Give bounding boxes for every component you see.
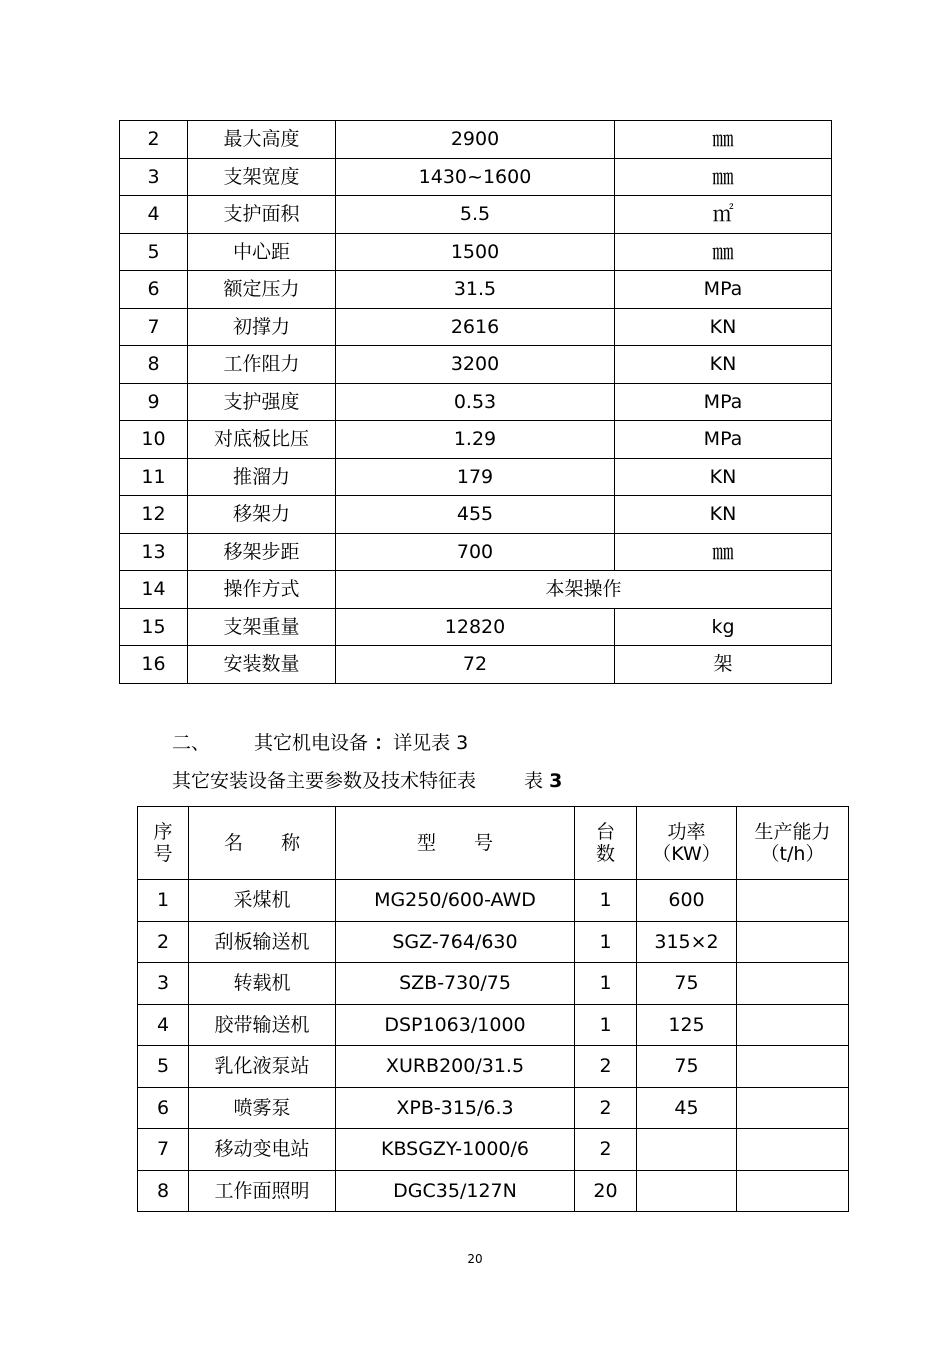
row-number: 3 <box>138 963 189 1005</box>
equipment-count: 1 <box>575 921 637 963</box>
parameter-unit: MPa <box>615 271 832 309</box>
equipment-model: MG250/600-AWD <box>336 880 575 922</box>
row-number: 11 <box>120 458 188 496</box>
parameter-name: 工作阻力 <box>188 346 336 384</box>
equipment-capacity <box>737 1170 849 1212</box>
section-colon: ： <box>374 732 394 754</box>
parameter-unit: MPa <box>615 421 832 459</box>
equipment-model: DGC35/127N <box>336 1170 575 1212</box>
table-row <box>120 608 832 646</box>
table-row <box>120 421 832 459</box>
table-row <box>120 271 832 309</box>
table-row <box>120 121 832 159</box>
equipment-name: 转载机 <box>189 963 336 1005</box>
table-row <box>138 1004 849 1046</box>
parameter-value: 12820 <box>336 608 615 646</box>
table-row <box>120 533 832 571</box>
equipment-count: 2 <box>575 1129 637 1171</box>
table-row <box>138 1170 849 1212</box>
table-row <box>120 233 832 271</box>
equipment-count: 2 <box>575 1087 637 1129</box>
parameter-unit: ㎜ <box>615 233 832 271</box>
row-number: 7 <box>138 1129 189 1171</box>
equipment-count: 1 <box>575 880 637 922</box>
row-number: 2 <box>120 121 188 159</box>
parameter-name: 支架宽度 <box>188 158 336 196</box>
table-row <box>120 308 832 346</box>
row-number: 6 <box>138 1087 189 1129</box>
header-model: 型 号 <box>336 807 575 880</box>
header-power: 功率 （KW） <box>637 807 737 880</box>
parameter-unit: KN <box>615 496 832 534</box>
parameter-value: 72 <box>336 646 615 684</box>
row-number: 3 <box>120 158 188 196</box>
table-row <box>138 1129 849 1171</box>
equipment-count: 1 <box>575 1004 637 1046</box>
equipment-name: 刮板输送机 <box>189 921 336 963</box>
parameter-name: 推溜力 <box>188 458 336 496</box>
caption-label: 表 <box>524 770 544 792</box>
header-no: 序 号 <box>138 807 189 880</box>
parameter-name: 支护强度 <box>188 383 336 421</box>
caption-text: 其它安装设备主要参数及技术特征表 <box>172 770 477 792</box>
row-number: 7 <box>120 308 188 346</box>
row-number: 4 <box>120 196 188 234</box>
parameter-unit: KN <box>615 346 832 384</box>
equipment-capacity <box>737 921 849 963</box>
row-number: 1 <box>138 880 189 922</box>
equipment-capacity <box>737 1087 849 1129</box>
parameter-unit: 架 <box>615 646 832 684</box>
table-header-row <box>138 807 849 880</box>
page-number: 20 <box>467 1252 483 1266</box>
equipment-model: XPB-315/6.3 <box>336 1087 575 1129</box>
row-number: 8 <box>138 1170 189 1212</box>
equipment-table <box>137 806 849 1212</box>
parameter-unit: ㎡ <box>615 196 832 234</box>
parameter-name: 移架步距 <box>188 533 336 571</box>
row-number: 2 <box>138 921 189 963</box>
row-number: 12 <box>120 496 188 534</box>
table-row <box>120 571 832 609</box>
equipment-model: SGZ-764/630 <box>336 921 575 963</box>
table-row <box>120 383 832 421</box>
parameter-value: 1430~1600 <box>336 158 615 196</box>
parameter-value: 1.29 <box>336 421 615 459</box>
row-number: 13 <box>120 533 188 571</box>
equipment-model: XURB200/31.5 <box>336 1046 575 1088</box>
equipment-name: 移动变电站 <box>189 1129 336 1171</box>
parameter-value: 455 <box>336 496 615 534</box>
equipment-name: 胶带输送机 <box>189 1004 336 1046</box>
equipment-power: 75 <box>637 963 737 1005</box>
table-row <box>138 921 849 963</box>
equipment-name: 采煤机 <box>189 880 336 922</box>
parameter-value: 本架操作 <box>336 571 832 609</box>
table-row <box>138 880 849 922</box>
parameter-value: 31.5 <box>336 271 615 309</box>
equipment-power: 45 <box>637 1087 737 1129</box>
equipment-name: 喷雾泵 <box>189 1087 336 1129</box>
section-number: 二、 <box>172 732 211 754</box>
row-number: 4 <box>138 1004 189 1046</box>
equipment-name: 乳化液泵站 <box>189 1046 336 1088</box>
equipment-capacity <box>737 1046 849 1088</box>
equipment-power <box>637 1129 737 1171</box>
equipment-power <box>637 1170 737 1212</box>
parameter-value: 1500 <box>336 233 615 271</box>
row-number: 9 <box>120 383 188 421</box>
parameter-name: 额定压力 <box>188 271 336 309</box>
equipment-power: 125 <box>637 1004 737 1046</box>
equipment-model: KBSGZY-1000/6 <box>336 1129 575 1171</box>
row-number: 6 <box>120 271 188 309</box>
table-row <box>120 458 832 496</box>
parameter-value: 5.5 <box>336 196 615 234</box>
parameter-name: 中心距 <box>188 233 336 271</box>
equipment-count: 1 <box>575 963 637 1005</box>
parameter-value: 700 <box>336 533 615 571</box>
parameter-value: 0.53 <box>336 383 615 421</box>
parameter-value: 2900 <box>336 121 615 159</box>
row-number: 8 <box>120 346 188 384</box>
row-number: 5 <box>138 1046 189 1088</box>
row-number: 14 <box>120 571 188 609</box>
equipment-capacity <box>737 880 849 922</box>
equipment-power: 600 <box>637 880 737 922</box>
parameter-name: 最大高度 <box>188 121 336 159</box>
table-row <box>120 346 832 384</box>
equipment-capacity <box>737 963 849 1005</box>
section-title: 其它机电设备 <box>254 732 369 754</box>
section-ref: 详见表 3 <box>393 732 469 754</box>
equipment-model: SZB-730/75 <box>336 963 575 1005</box>
row-number: 15 <box>120 608 188 646</box>
table-row <box>138 963 849 1005</box>
table-row <box>138 1087 849 1129</box>
header-count: 台 数 <box>575 807 637 880</box>
table-row <box>120 496 832 534</box>
parameter-name: 支架重量 <box>188 608 336 646</box>
equipment-count: 20 <box>575 1170 637 1212</box>
parameter-name: 对底板比压 <box>188 421 336 459</box>
parameter-name: 安装数量 <box>188 646 336 684</box>
parameter-name: 移架力 <box>188 496 336 534</box>
table-row <box>120 646 832 684</box>
row-number: 10 <box>120 421 188 459</box>
equipment-capacity <box>737 1129 849 1171</box>
parameter-unit: KN <box>615 458 832 496</box>
equipment-count: 2 <box>575 1046 637 1088</box>
equipment-power: 315×2 <box>637 921 737 963</box>
parameter-value: 179 <box>336 458 615 496</box>
equipment-capacity <box>737 1004 849 1046</box>
parameter-name: 操作方式 <box>188 571 336 609</box>
support-parameters-table <box>119 120 832 684</box>
parameter-unit: ㎜ <box>615 121 832 159</box>
equipment-name: 工作面照明 <box>189 1170 336 1212</box>
equipment-power: 75 <box>637 1046 737 1088</box>
parameter-name: 初撑力 <box>188 308 336 346</box>
parameter-name: 支护面积 <box>188 196 336 234</box>
table-row <box>120 158 832 196</box>
table-row <box>138 1046 849 1088</box>
header-name: 名 称 <box>189 807 336 880</box>
row-number: 5 <box>120 233 188 271</box>
parameter-value: 3200 <box>336 346 615 384</box>
parameter-unit: KN <box>615 308 832 346</box>
parameter-unit: ㎜ <box>615 533 832 571</box>
section-heading <box>172 728 468 755</box>
table-row <box>120 196 832 234</box>
caption-number: 3 <box>549 770 563 792</box>
header-capacity: 生产能力 （t/h） <box>737 807 849 880</box>
parameter-unit: MPa <box>615 383 832 421</box>
table-caption <box>172 766 562 793</box>
parameter-unit: kg <box>615 608 832 646</box>
parameter-unit: ㎜ <box>615 158 832 196</box>
parameter-value: 2616 <box>336 308 615 346</box>
row-number: 16 <box>120 646 188 684</box>
equipment-model: DSP1063/1000 <box>336 1004 575 1046</box>
